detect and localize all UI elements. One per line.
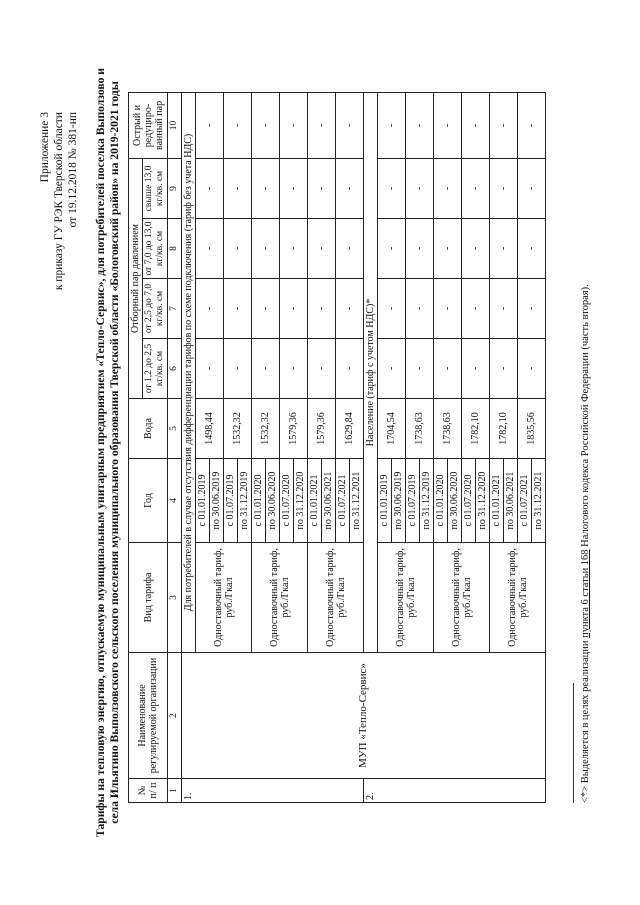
- footnote: [580, 284, 591, 803]
- tariff-kind-cell: Одноставочный тариф, руб./Гкал: [378, 543, 434, 653]
- empty-tariff-cell: -: [280, 158, 308, 218]
- tariff-kind-cell: Одноставочный тариф, руб./Гкал: [434, 543, 490, 653]
- footnote-link[interactable]: пункта 6 статьи 168: [580, 549, 591, 638]
- empty-tariff-cell: -: [378, 158, 406, 218]
- empty-tariff-cell: -: [462, 339, 490, 399]
- empty-tariff-cell: -: [336, 158, 364, 218]
- water-tariff-cell: 1835,56: [518, 399, 546, 459]
- title-line-1: Тарифы на тепловую энергию, отпускаемую муниципальным унитарным предприятием «Тепло-Сервис», для потребителей поселка Выползово и: [94, 68, 107, 837]
- tariff-kind-cell: Одноставочный тариф, руб./Гкал: [308, 543, 364, 653]
- period-end-cell: по 31.12.2019: [420, 459, 434, 543]
- column-index-cell: 8: [168, 219, 182, 279]
- empty-tariff-cell: -: [462, 92, 490, 158]
- period-end-cell: по 30.06.2021: [322, 459, 336, 543]
- water-tariff-cell: 1579,36: [280, 399, 308, 459]
- appendix-header: [38, 112, 80, 290]
- header-pressure-4: свыше 13,0 кг/кв. см: [143, 158, 168, 218]
- empty-tariff-cell: -: [518, 279, 546, 339]
- column-index-cell: 4: [168, 459, 182, 543]
- empty-tariff-cell: -: [308, 158, 336, 218]
- period-end-cell: по 31.12.2020: [294, 459, 308, 543]
- empty-tariff-cell: -: [252, 339, 280, 399]
- water-tariff-cell: 1782,10: [462, 399, 490, 459]
- period-end-cell: по 31.12.2019: [238, 459, 252, 543]
- empty-tariff-cell: -: [336, 92, 364, 158]
- header-water: Вода: [129, 399, 168, 459]
- water-tariff-cell: 1498,44: [196, 399, 224, 459]
- column-index-cell: 10: [168, 92, 182, 158]
- empty-tariff-cell: -: [406, 339, 434, 399]
- column-index-cell: 9: [168, 158, 182, 218]
- empty-tariff-cell: -: [490, 219, 518, 279]
- water-tariff-cell: 1579,36: [308, 399, 336, 459]
- tariff-kind-cell: Одноставочный тариф, руб./Гкал: [252, 543, 308, 653]
- water-tariff-cell: 1782,10: [490, 399, 518, 459]
- section-number: 1.: [182, 779, 364, 803]
- water-tariff-cell: 1704,54: [378, 399, 406, 459]
- period-end-cell: по 31.12.2020: [476, 459, 490, 543]
- empty-tariff-cell: -: [518, 219, 546, 279]
- tariff-kind-cell: Одноставочный тариф, руб./Гкал: [490, 543, 546, 653]
- empty-tariff-cell: -: [518, 158, 546, 218]
- empty-tariff-cell: -: [434, 92, 462, 158]
- empty-tariff-cell: -: [490, 279, 518, 339]
- empty-tariff-cell: -: [406, 279, 434, 339]
- empty-tariff-cell: -: [336, 279, 364, 339]
- order-reference: к приказу ГУ РЭК Тверской области: [53, 112, 65, 291]
- empty-tariff-cell: -: [308, 92, 336, 158]
- empty-tariff-cell: -: [518, 92, 546, 158]
- empty-tariff-cell: -: [406, 158, 434, 218]
- period-end-cell: по 31.12.2021: [350, 459, 364, 543]
- period-start-cell: с 01.07.2019: [406, 459, 420, 543]
- header-year: Год: [129, 459, 168, 543]
- footnote-separator: [573, 683, 574, 803]
- empty-tariff-cell: -: [280, 339, 308, 399]
- empty-tariff-cell: -: [406, 92, 434, 158]
- period-end-cell: по 30.06.2019: [392, 459, 406, 543]
- tariff-table: [128, 92, 546, 803]
- empty-tariff-cell: -: [434, 158, 462, 218]
- period-start-cell: с 01.01.2019: [196, 459, 210, 543]
- empty-tariff-cell: -: [490, 158, 518, 218]
- appendix-label: Приложение 3: [39, 112, 51, 183]
- organization-name: МУП «Тепло-Сервис»: [182, 653, 546, 779]
- header-pressure-2: от 2,5 до 7,0 кг/кв. см: [143, 279, 168, 339]
- empty-tariff-cell: -: [308, 339, 336, 399]
- period-start-cell: с 01.01.2019: [378, 459, 392, 543]
- empty-tariff-cell: -: [224, 158, 252, 218]
- document-title: [94, 40, 122, 865]
- period-start-cell: с 01.07.2020: [280, 459, 294, 543]
- empty-tariff-cell: -: [280, 219, 308, 279]
- empty-tariff-cell: -: [224, 339, 252, 399]
- period-end-cell: по 30.06.2019: [210, 459, 224, 543]
- empty-tariff-cell: -: [196, 219, 224, 279]
- column-index-cell: 1: [168, 779, 182, 803]
- empty-tariff-cell: -: [336, 339, 364, 399]
- empty-tariff-cell: -: [280, 279, 308, 339]
- title-line-2: села Ильятино Выползовского сельского поселения муниципального образования Тверской области «Бологовский район» на 2019-2021 годы: [108, 81, 121, 824]
- empty-tariff-cell: -: [280, 92, 308, 158]
- empty-tariff-cell: -: [378, 339, 406, 399]
- section-header-row: [182, 92, 196, 802]
- header-tariff-kind: Вид тарифа: [129, 543, 168, 653]
- period-end-cell: по 30.06.2020: [266, 459, 280, 543]
- header-sharp-steam: Острый и редуциро-ванный пар: [129, 92, 168, 158]
- order-date-number: от 19.12.2018 № 381-нп: [67, 112, 79, 228]
- column-index-cell: 5: [168, 399, 182, 459]
- period-start-cell: с 01.01.2021: [308, 459, 322, 543]
- period-start-cell: с 01.01.2020: [434, 459, 448, 543]
- column-index-cell: 7: [168, 279, 182, 339]
- empty-tariff-cell: -: [434, 219, 462, 279]
- empty-tariff-cell: -: [252, 158, 280, 218]
- water-tariff-cell: 1532,32: [224, 399, 252, 459]
- water-tariff-cell: 1738,63: [434, 399, 462, 459]
- empty-tariff-cell: -: [252, 92, 280, 158]
- column-index-cell: 3: [168, 543, 182, 653]
- header-pressure-3: от 7,0 до 13,0 кг/кв. см: [143, 219, 168, 279]
- water-tariff-cell: 1532,32: [252, 399, 280, 459]
- period-end-cell: по 31.12.2021: [532, 459, 546, 543]
- period-start-cell: с 01.07.2019: [224, 459, 238, 543]
- section-title: Для потребителей в случае отсутствия дифференциации тарифов по схеме подключения (тариф без учета НДС): [182, 92, 196, 652]
- tariff-kind-cell: Одноставочный тариф, руб./Гкал: [196, 543, 252, 653]
- water-tariff-cell: 1738,63: [406, 399, 434, 459]
- empty-tariff-cell: -: [434, 339, 462, 399]
- period-end-cell: по 30.06.2020: [448, 459, 462, 543]
- empty-tariff-cell: -: [196, 158, 224, 218]
- empty-tariff-cell: -: [406, 219, 434, 279]
- empty-tariff-cell: -: [196, 279, 224, 339]
- empty-tariff-cell: -: [336, 219, 364, 279]
- period-end-cell: по 30.06.2021: [504, 459, 518, 543]
- period-start-cell: с 01.07.2020: [462, 459, 476, 543]
- empty-tariff-cell: -: [462, 219, 490, 279]
- empty-tariff-cell: -: [196, 92, 224, 158]
- empty-tariff-cell: -: [308, 219, 336, 279]
- empty-tariff-cell: -: [462, 158, 490, 218]
- empty-tariff-cell: -: [224, 92, 252, 158]
- column-index-row: [168, 92, 182, 802]
- empty-tariff-cell: -: [378, 279, 406, 339]
- empty-tariff-cell: -: [490, 92, 518, 158]
- column-index-cell: 2: [168, 653, 182, 779]
- column-index-cell: 6: [168, 339, 182, 399]
- empty-tariff-cell: -: [462, 279, 490, 339]
- header-number: № п/ п: [129, 779, 168, 803]
- water-tariff-cell: 1629,84: [336, 399, 364, 459]
- period-start-cell: с 01.01.2021: [490, 459, 504, 543]
- empty-tariff-cell: -: [224, 219, 252, 279]
- empty-tariff-cell: -: [518, 339, 546, 399]
- empty-tariff-cell: -: [252, 279, 280, 339]
- empty-tariff-cell: -: [308, 279, 336, 339]
- header-pressure-1: от 1,2 до 2,5 кг/кв. см: [143, 339, 168, 399]
- empty-tariff-cell: -: [196, 339, 224, 399]
- period-start-cell: с 01.01.2020: [252, 459, 266, 543]
- empty-tariff-cell: -: [490, 339, 518, 399]
- empty-tariff-cell: -: [434, 279, 462, 339]
- period-start-cell: с 01.07.2021: [518, 459, 532, 543]
- header-selected-steam: Отборный пар давлением: [129, 158, 143, 398]
- empty-tariff-cell: -: [252, 219, 280, 279]
- empty-tariff-cell: -: [224, 279, 252, 339]
- section-number: 2.: [364, 779, 546, 803]
- section-title: Население (тариф с учетом НДС)*: [364, 92, 378, 652]
- tariff-table-body: [182, 92, 546, 802]
- footnote-text-start: <*> Выделяется в целях реализации: [580, 637, 591, 803]
- footnote-text-end: Налогового кодекса Российской Федерации (часть вторая).: [580, 284, 591, 550]
- empty-tariff-cell: -: [378, 92, 406, 158]
- header-organization: Наименование регулируемой организации: [129, 653, 168, 779]
- period-start-cell: с 01.07.2021: [336, 459, 350, 543]
- empty-tariff-cell: -: [378, 219, 406, 279]
